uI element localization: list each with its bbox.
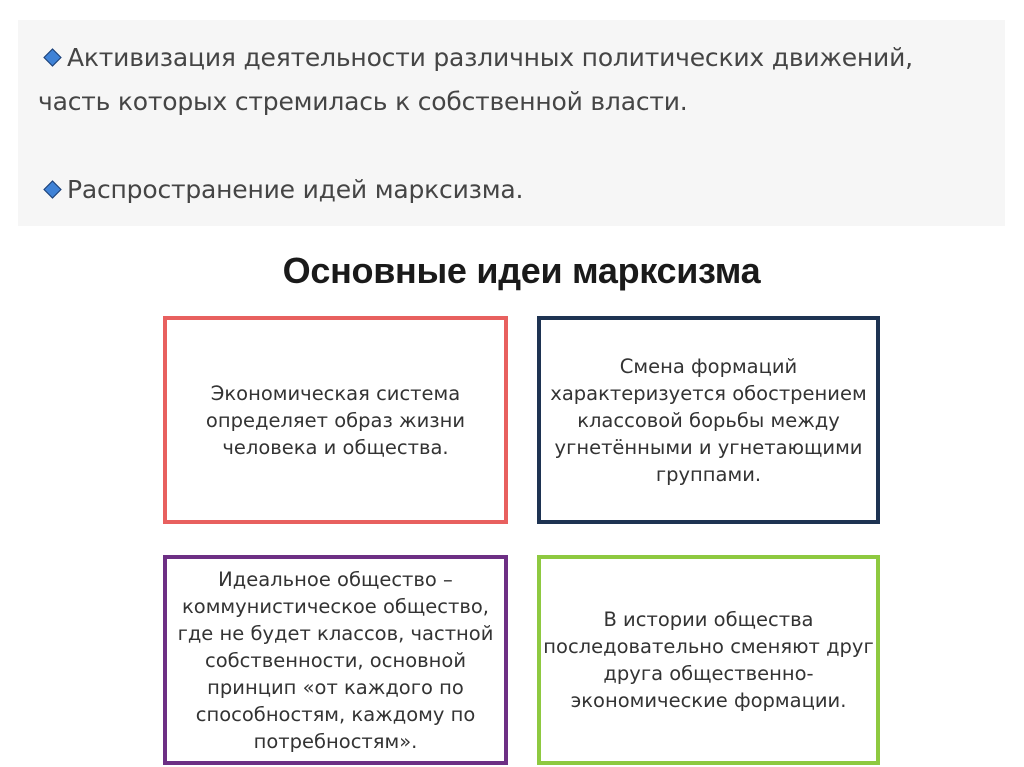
idea-card-text: В истории общества последовательно сменяют друг друга общественно- экономические формации.	[543, 608, 874, 712]
bullet-item-2	[42, 174, 523, 206]
bullet-item-1-text-1: Активизация деятельности различных политических движений,	[67, 43, 913, 72]
idea-card-text: Экономическая система определяет образ жизни человека и общества.	[205, 381, 466, 459]
idea-card-economic-system	[163, 316, 508, 524]
top-text-panel	[18, 20, 1005, 226]
slide-title: Основные идеи марксизма	[282, 250, 761, 291]
bullet-item-1-line-2: часть которых стремилась к собственной власти.	[38, 87, 688, 116]
slide-marxism-ideas	[163, 228, 880, 767]
bullet-item-1-line-1	[42, 42, 913, 74]
blue-diamond-icon	[43, 180, 61, 198]
idea-card-class-struggle	[537, 316, 880, 524]
idea-card-ideal-society	[163, 555, 508, 765]
idea-card-formations	[537, 555, 880, 765]
idea-card-text: Идеальное общество – коммунистическое общество, где не будет классов, частной собственности, основной принцип «от каждого по способностям, каждому по потребностям».	[177, 567, 494, 753]
idea-card-text: Смена формаций характеризуется обострением классовой борьбы между угнетёнными и угнетающими группами.	[550, 354, 867, 486]
blue-diamond-icon	[43, 48, 61, 66]
bullet-item-2-text: Распространение идей марксизма.	[67, 175, 524, 204]
